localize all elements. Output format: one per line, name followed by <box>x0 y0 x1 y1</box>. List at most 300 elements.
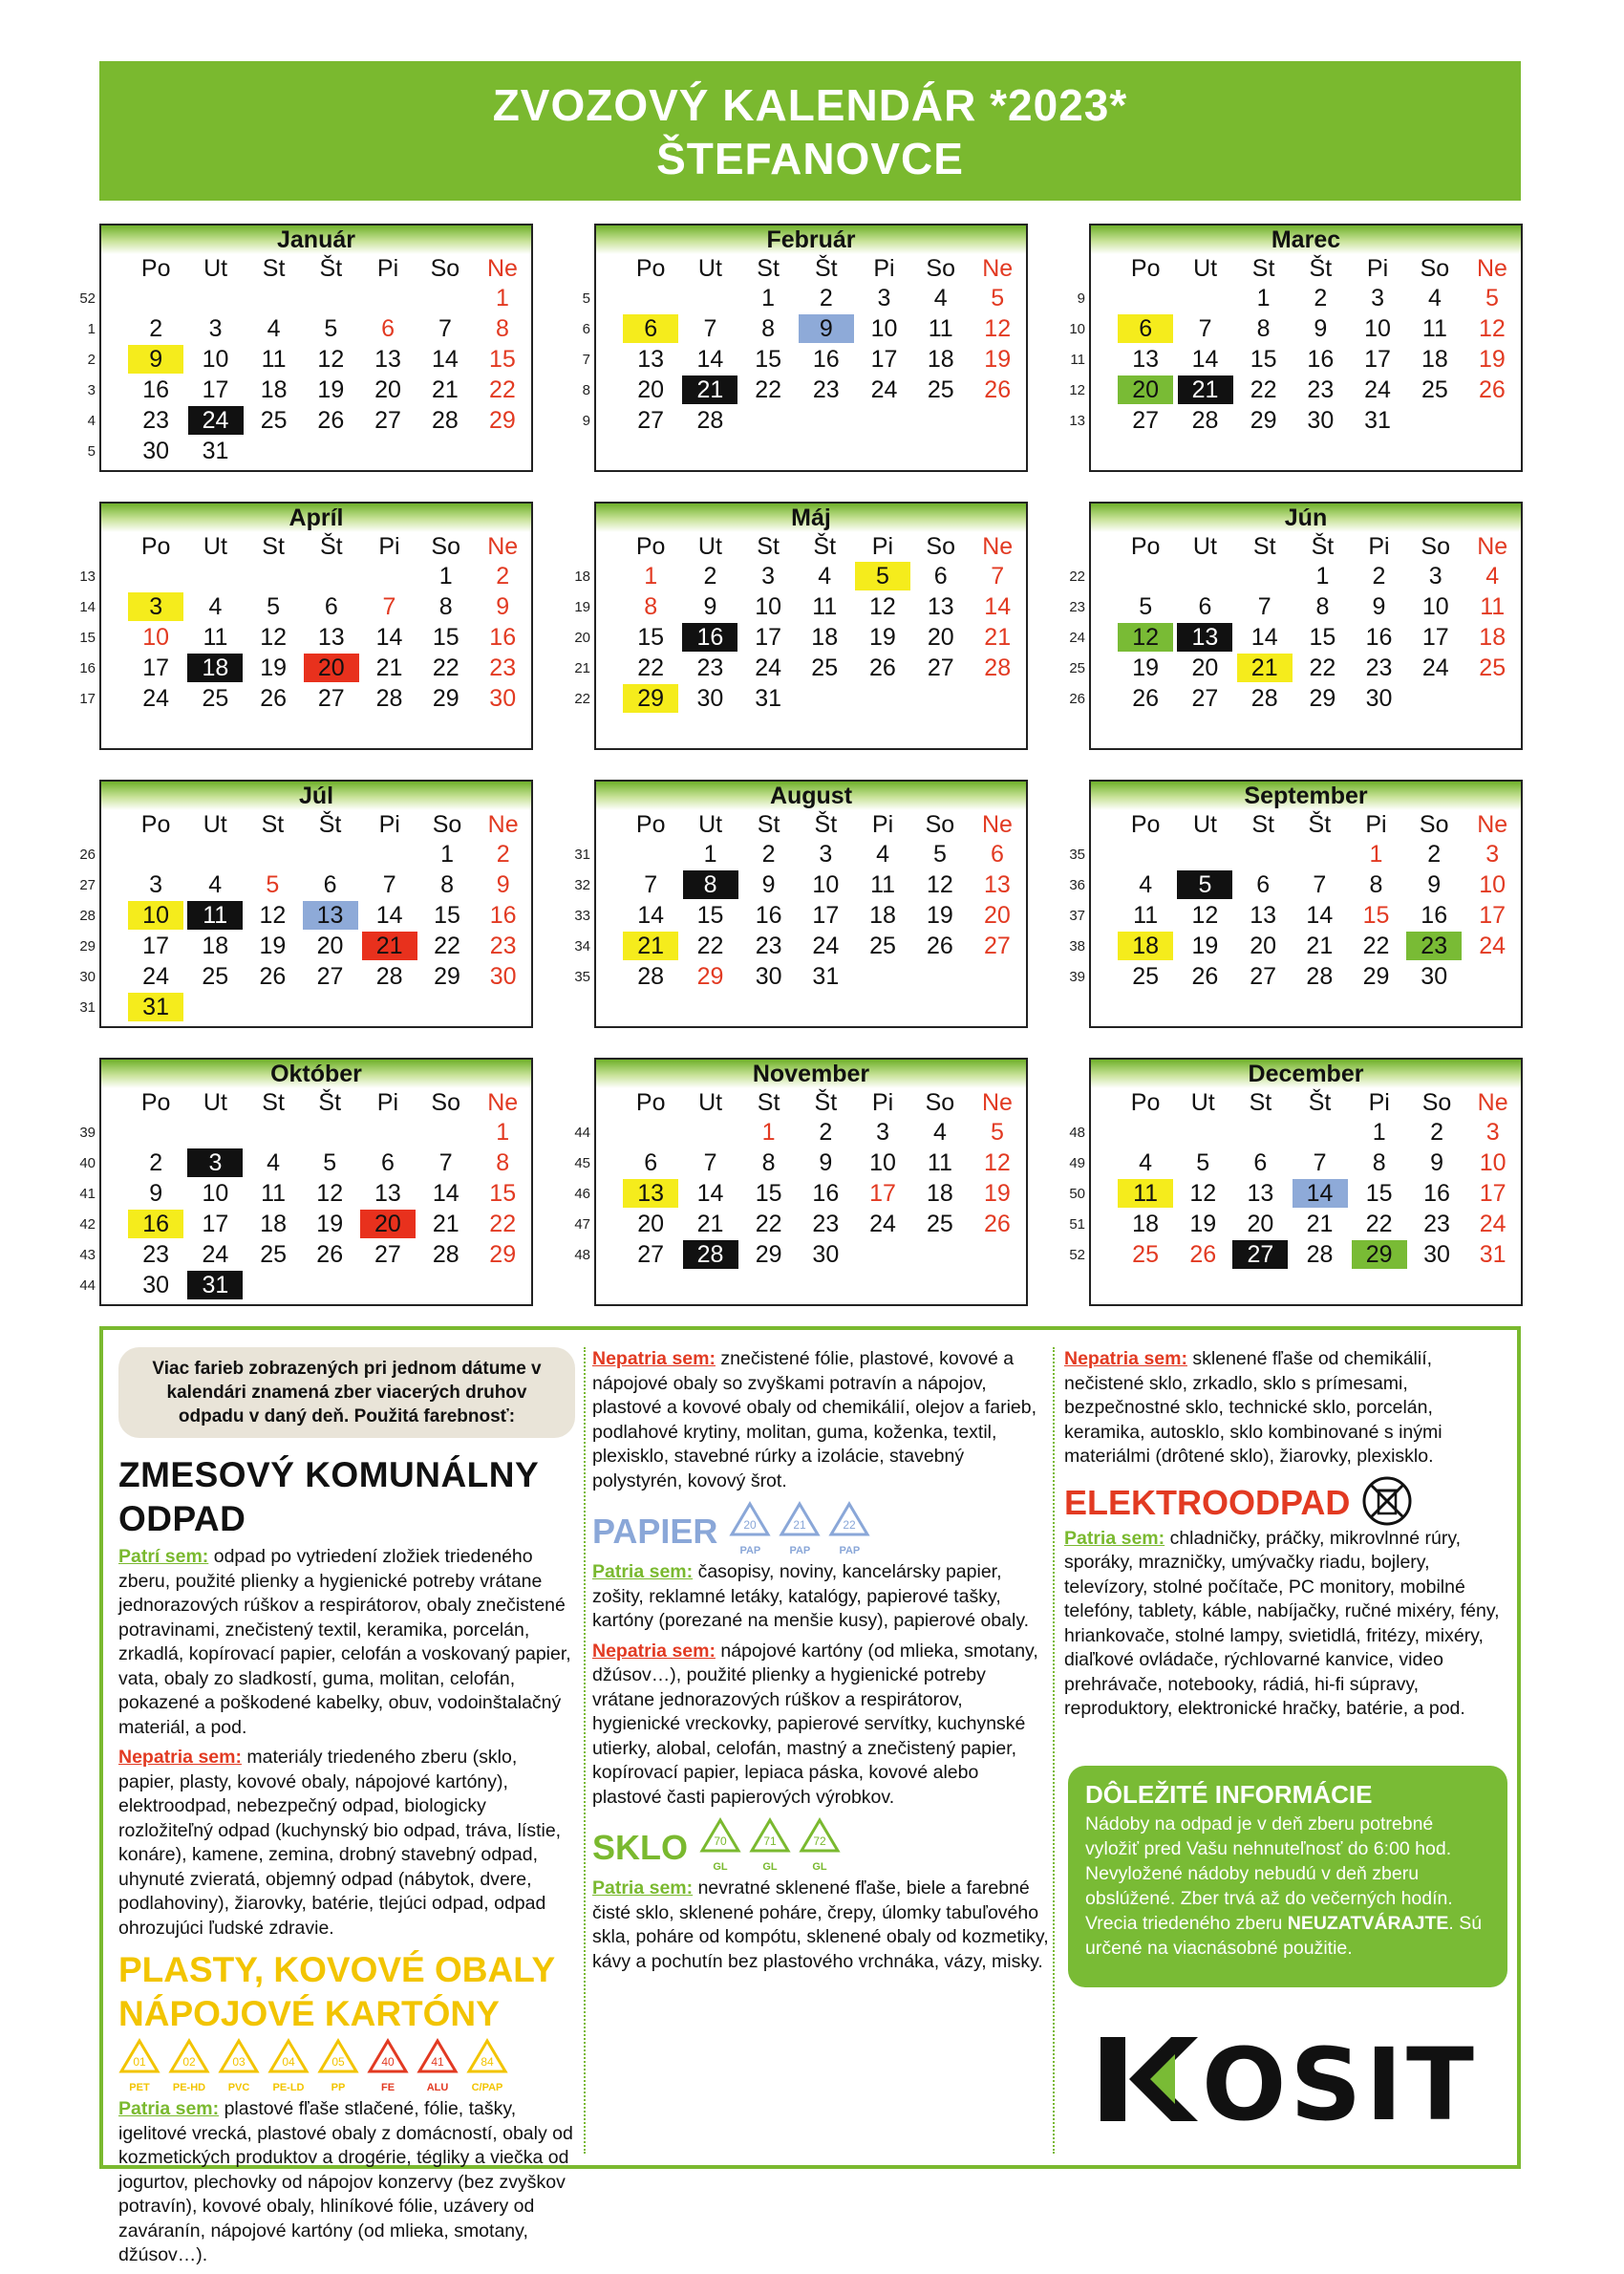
day-cell: 16 <box>1365 624 1393 651</box>
week-number: 22 <box>574 691 590 707</box>
week-number: 47 <box>574 1216 590 1233</box>
week-row <box>1116 591 1521 622</box>
day-cell: 24 <box>870 376 898 403</box>
svg-text:40: 40 <box>381 2055 395 2069</box>
week-number: 13 <box>79 568 96 585</box>
day-cell: 16 <box>489 902 517 929</box>
empty-cell <box>1116 561 1175 591</box>
recycle-code-icon <box>118 2038 160 2093</box>
day-cell: 27 <box>637 1241 665 1268</box>
week-number: 5 <box>87 443 96 460</box>
empty-cell <box>359 436 417 466</box>
day-cell: 24 <box>142 685 170 712</box>
week-row <box>621 591 1026 622</box>
day-cell: 21 <box>680 375 739 405</box>
week-row <box>621 375 1026 405</box>
day-cell: 9 <box>149 1180 163 1207</box>
day-cell: 20 <box>1191 654 1219 681</box>
day-cell: 6 <box>380 1149 395 1176</box>
day-cell: 17 <box>142 933 169 959</box>
day-cell: 6 <box>933 563 948 590</box>
weekday-header: So <box>1421 533 1451 560</box>
day-cell: 20 <box>302 653 361 683</box>
day-cell: 31 <box>126 992 185 1022</box>
week-number: 28 <box>79 908 96 924</box>
day-cell: 8 <box>761 315 776 342</box>
empty-cell <box>1464 405 1521 436</box>
day-cell: 12 <box>868 593 896 620</box>
recycle-code-label: GL <box>762 1861 778 1873</box>
day-cell: 6 <box>621 313 680 344</box>
weekday-header: Ne <box>1476 255 1507 282</box>
recycle-code-label: PAP <box>739 1545 761 1556</box>
day-cell: 5 <box>1196 1149 1210 1176</box>
weekday-header: So <box>1421 1089 1452 1116</box>
weekday-header: So <box>926 533 956 560</box>
day-cell: 4 <box>267 1149 281 1176</box>
day-cell: 12 <box>1116 622 1175 653</box>
svg-text:20: 20 <box>743 1518 758 1532</box>
plastic-title-line2: NÁPOJOVÉ KARTÓNY <box>118 1994 500 2033</box>
day-cell: 14 <box>637 902 665 929</box>
day-cell: 3 <box>185 1148 245 1178</box>
day-cell: 7 <box>703 1149 717 1176</box>
empty-cell <box>302 561 361 591</box>
week-number: 26 <box>79 847 96 863</box>
recycle-triangle-icon <box>466 2038 508 2082</box>
month-10 <box>79 1058 533 1306</box>
day-cell: 25 <box>927 376 954 403</box>
empty-cell <box>1175 561 1234 591</box>
weekday-header: Pi <box>1366 255 1389 282</box>
day-cell: 22 <box>696 933 724 959</box>
day-cell: 17 <box>1479 902 1506 929</box>
day-cell: 20 <box>358 1209 417 1239</box>
day-cell: 13 <box>984 871 1011 898</box>
empty-cell <box>185 283 245 313</box>
week-row <box>1116 961 1521 992</box>
weekday-header: Ne <box>981 1089 1013 1116</box>
empty-cell <box>740 405 797 436</box>
month-title: November <box>596 1060 1026 1088</box>
day-cell: 29 <box>432 685 459 712</box>
day-cell: 18 <box>811 624 839 651</box>
day-cell: 10 <box>1479 871 1506 898</box>
day-cell: 15 <box>432 624 459 651</box>
recycle-code-icon <box>267 2038 310 2093</box>
week-row <box>1116 900 1521 931</box>
weekday-header: Št <box>318 1089 342 1116</box>
month-title: Február <box>596 225 1026 254</box>
empty-cell <box>797 683 853 714</box>
weekday-header: St <box>262 255 286 282</box>
weekday-header: St <box>757 1089 780 1116</box>
day-cell: 20 <box>927 624 954 651</box>
day-cell: 27 <box>1250 963 1277 990</box>
week-row <box>126 313 531 344</box>
day-cell: 2 <box>819 1119 833 1146</box>
week-row <box>1116 1178 1521 1209</box>
recycle-code-label: GL <box>713 1861 728 1873</box>
week-number: 39 <box>79 1125 96 1141</box>
day-cell: 26 <box>317 407 345 434</box>
svg-text:71: 71 <box>763 1834 777 1848</box>
month-table <box>1116 810 1521 992</box>
weekday-header: Pi <box>1368 533 1390 560</box>
column-divider <box>584 1347 586 2154</box>
recycle-triangle-icon <box>267 2038 310 2082</box>
empty-cell <box>1235 561 1294 591</box>
day-cell: 20 <box>1116 375 1175 405</box>
empty-cell <box>358 1117 417 1148</box>
day-cell: 21 <box>1306 1211 1334 1237</box>
week-row <box>126 931 531 961</box>
week-number: 22 <box>1069 568 1085 585</box>
day-cell: 9 <box>819 1149 833 1176</box>
weekday-header: St <box>262 533 285 560</box>
kosit-logo-text: OSIT <box>1202 2027 1478 2133</box>
day-cell: 15 <box>637 624 665 651</box>
recycle-code-icon <box>367 2038 409 2093</box>
weekday-header: Ut <box>698 1089 723 1116</box>
day-cell: 2 <box>1430 1119 1443 1146</box>
weekday-header: Po <box>140 1089 171 1116</box>
day-cell: 13 <box>1175 622 1234 653</box>
day-cell: 18 <box>260 376 288 403</box>
empty-cell <box>621 283 680 313</box>
recycle-triangle-icon <box>168 2038 210 2082</box>
recycle-code-label: PET <box>129 2082 150 2093</box>
month-title: Júl <box>101 782 531 810</box>
weekday-header: Ne <box>982 533 1014 560</box>
week-number: 14 <box>79 599 96 615</box>
empty-cell <box>246 1270 302 1300</box>
month-table <box>621 254 1026 436</box>
day-cell: 24 <box>185 405 245 436</box>
day-cell: 29 <box>489 407 516 434</box>
important-info-box <box>1068 1766 1507 1987</box>
day-cell: 15 <box>696 902 724 929</box>
month-table <box>126 532 531 714</box>
day-cell: 30 <box>489 963 517 990</box>
day-cell: 19 <box>1189 1211 1217 1237</box>
day-cell: 9 <box>703 593 717 620</box>
week-row <box>126 1270 531 1300</box>
day-cell: 3 <box>1371 285 1384 311</box>
empty-cell <box>969 405 1026 436</box>
day-cell: 12 <box>984 315 1012 342</box>
day-cell: 27 <box>374 407 401 434</box>
day-cell: 23 <box>812 376 840 403</box>
day-cell: 20 <box>984 902 1011 929</box>
paper-heading <box>592 1499 1049 1560</box>
week-number: 6 <box>582 321 590 337</box>
weekday-header: Ne <box>487 811 519 838</box>
day-cell: 1 <box>496 1119 510 1146</box>
day-cell: 6 <box>990 841 1004 868</box>
day-cell: 1 <box>761 285 776 311</box>
day-cell: 23 <box>696 654 724 681</box>
day-cell: 27 <box>1230 1239 1290 1270</box>
weekday-header: Po <box>1130 533 1161 560</box>
day-cell: 18 <box>926 1180 953 1207</box>
day-cell: 19 <box>868 624 896 651</box>
recycle-code-label: PAP <box>789 1545 811 1556</box>
day-cell: 14 <box>696 346 724 373</box>
day-cell: 24 <box>812 933 840 959</box>
day-cell: 21 <box>621 931 680 961</box>
day-cell: 27 <box>984 933 1011 959</box>
month-title: December <box>1091 1060 1521 1088</box>
week-number: 27 <box>79 877 96 893</box>
day-cell: 25 <box>1132 1241 1159 1268</box>
day-cell: 23 <box>489 933 517 959</box>
empty-cell <box>1406 405 1464 436</box>
day-cell: 21 <box>375 654 403 681</box>
week-row <box>126 375 531 405</box>
day-cell: 14 <box>432 1180 459 1207</box>
day-cell: 15 <box>489 1180 517 1207</box>
day-cell: 28 <box>637 963 665 990</box>
day-cell: 16 <box>489 624 517 651</box>
recycle-code-icon <box>417 2038 459 2093</box>
weekday-header: Ut <box>1193 255 1218 282</box>
month-title: September <box>1091 782 1521 810</box>
day-cell: 12 <box>926 871 953 898</box>
day-cell: 13 <box>300 900 359 931</box>
week-row <box>126 839 531 869</box>
week-number: 1 <box>87 321 96 337</box>
week-row <box>126 992 531 1022</box>
empty-cell <box>680 283 739 313</box>
day-cell: 29 <box>696 963 724 990</box>
empty-cell <box>853 683 912 714</box>
day-cell: 18 <box>185 653 245 683</box>
weekday-header: Pi <box>1368 1089 1390 1116</box>
day-cell: 15 <box>1250 346 1277 373</box>
day-cell: 5 <box>1139 593 1153 620</box>
empty-cell <box>1292 839 1348 869</box>
week-row <box>621 561 1026 591</box>
day-cell: 30 <box>489 685 517 712</box>
day-cell: 28 <box>431 407 459 434</box>
day-cell: 30 <box>142 438 170 464</box>
day-cell: 14 <box>984 593 1012 620</box>
week-number: 35 <box>1069 847 1085 863</box>
empty-cell <box>126 283 185 313</box>
day-cell: 17 <box>1421 624 1449 651</box>
empty-cell <box>1464 961 1521 992</box>
day-cell: 19 <box>1479 346 1506 373</box>
week-number: 42 <box>79 1216 96 1233</box>
day-cell: 12 <box>316 1180 344 1207</box>
day-cell: 24 <box>1364 376 1391 403</box>
day-cell: 16 <box>755 902 782 929</box>
svg-text:02: 02 <box>182 2055 196 2069</box>
empty-cell <box>361 561 417 591</box>
day-cell: 22 <box>1250 376 1277 403</box>
week-number: 25 <box>1069 660 1085 676</box>
recycle-code-icon <box>699 1817 741 1873</box>
day-cell: 1 <box>644 563 658 590</box>
month-table <box>1116 1088 1521 1270</box>
week-row <box>621 1178 1026 1209</box>
empty-cell <box>246 283 303 313</box>
weekday-header: Št <box>319 533 343 560</box>
day-cell: 6 <box>1198 593 1212 620</box>
weekday-header: St <box>757 255 780 282</box>
day-cell: 17 <box>812 902 840 929</box>
day-cell: 1 <box>1315 563 1330 590</box>
day-cell: 8 <box>1369 871 1383 898</box>
week-number: 20 <box>574 630 590 646</box>
day-cell: 28 <box>984 654 1012 681</box>
month-table <box>1116 532 1521 714</box>
day-cell: 8 <box>1372 1149 1386 1176</box>
weekday-header: Po <box>140 533 171 560</box>
day-cell: 23 <box>142 1241 170 1268</box>
weekday-header: Po <box>1130 811 1161 838</box>
day-cell: 24 <box>755 654 782 681</box>
recycle-code-label: PAP <box>839 1545 861 1556</box>
day-cell: 21 <box>432 1211 459 1237</box>
mixed-no-text: materiály triedeného zberu (sklo, papier, plasty, kovové obaly, nápojové kartóny), elektroodpad, nebezpečný odpad, biologicky rozložiteľný odpad (kuchynský bio odpad, tráva, lístie, konáre), kamene, zemina, drobný stavebný odpad, uhynuté zvieratá, objemný odpad (nábytok, dvere, podlahoviny), žiarovky, batérie, tlejúci odpad, odpad ohrozujúci ľudské zdravie. <box>118 1747 562 1939</box>
week-row <box>1116 683 1521 714</box>
week-number: 10 <box>1069 321 1085 337</box>
day-cell: 4 <box>208 593 223 620</box>
important-text <box>1085 1812 1490 1961</box>
day-cell: 30 <box>1423 1241 1450 1268</box>
day-cell: 25 <box>260 1241 288 1268</box>
day-cell: 19 <box>316 1211 344 1237</box>
weekday-header: Št <box>1309 255 1333 282</box>
recycle-triangle-icon <box>779 1501 821 1545</box>
day-cell: 14 <box>375 902 403 929</box>
weekday-header: Pi <box>873 255 895 282</box>
month-9 <box>1069 780 1523 1028</box>
day-cell: 8 <box>440 871 454 898</box>
day-cell: 24 <box>869 1211 896 1237</box>
week-number: 34 <box>574 938 590 955</box>
day-cell: 15 <box>489 346 516 373</box>
day-cell: 16 <box>812 1180 840 1207</box>
empty-cell <box>912 683 969 714</box>
day-cell: 17 <box>1364 346 1391 373</box>
day-cell: 29 <box>1362 963 1390 990</box>
week-number: 48 <box>574 1247 590 1263</box>
day-cell: 26 <box>926 933 953 959</box>
glass-title: SKLO <box>592 1828 689 1867</box>
day-cell: 18 <box>260 1211 288 1237</box>
month-title: August <box>596 782 1026 810</box>
empty-cell <box>912 405 969 436</box>
glass-no <box>1064 1347 1504 1470</box>
recycle-code-label: ALU <box>426 2082 449 2093</box>
empty-cell <box>302 283 359 313</box>
mixed-waste-title: ZMESOVÝ KOMUNÁLNY ODPAD <box>118 1455 539 1538</box>
day-cell: 1 <box>1372 1119 1386 1146</box>
plastic-title <box>118 1948 575 2036</box>
day-cell: 5 <box>324 315 338 342</box>
weekday-header: St <box>1251 255 1275 282</box>
weekday-header: Pi <box>378 533 400 560</box>
week-number: 12 <box>1069 382 1085 398</box>
day-cell: 1 <box>495 285 509 311</box>
recycle-triangle-icon <box>417 2038 459 2082</box>
recycle-triangle-icon <box>828 1501 870 1545</box>
week-row <box>621 313 1026 344</box>
day-cell: 18 <box>1132 1211 1159 1237</box>
recycle-code-label: PP <box>331 2082 346 2093</box>
day-cell: 3 <box>1485 841 1500 868</box>
glass-no-text: sklenené fľaše od chemikálií, nečistené sklo, zrkadlo, sklo s prímesami, bezpečnostné sklo, technické sklo, porcelán, keramika, autosklo, sklo kombinované s inými materiálmi (drôtené sklo), žiarovky, plexisklo. <box>1064 1348 1442 1467</box>
week-row <box>1116 405 1521 436</box>
recycle-code-icon <box>317 2038 359 2093</box>
day-cell: 23 <box>1423 1211 1450 1237</box>
day-cell: 16 <box>812 346 840 373</box>
empty-cell <box>419 992 476 1022</box>
day-cell: 1 <box>1369 841 1383 868</box>
day-cell: 4 <box>932 1119 947 1146</box>
day-cell: 9 <box>1314 315 1328 342</box>
day-cell: 1 <box>761 1119 776 1146</box>
day-cell: 23 <box>1365 654 1393 681</box>
week-number: 4 <box>87 413 96 429</box>
weekday-header: Pi <box>376 1089 398 1116</box>
week-row <box>621 344 1026 375</box>
empty-cell <box>1116 283 1175 313</box>
day-cell: 15 <box>755 346 782 373</box>
recycle-triangle-icon <box>729 1501 771 1545</box>
week-number: 7 <box>582 352 590 368</box>
kosit-logo <box>1097 2027 1498 2133</box>
paper-no <box>592 1640 1049 1811</box>
day-cell: 2 <box>496 841 510 868</box>
glass-no-label: Nepatria sem: <box>1064 1348 1187 1369</box>
day-cell: 3 <box>208 315 223 342</box>
day-cell: 17 <box>202 376 229 403</box>
week-row <box>621 931 1026 961</box>
day-cell: 22 <box>1309 654 1336 681</box>
empty-cell <box>246 1117 302 1148</box>
month-table <box>126 254 531 466</box>
day-cell: 8 <box>438 593 453 620</box>
day-cell: 14 <box>1191 346 1219 373</box>
week-number: 45 <box>574 1155 590 1171</box>
month-3 <box>1069 224 1523 472</box>
day-cell: 1 <box>703 841 717 868</box>
week-number: 8 <box>582 382 590 398</box>
day-cell: 20 <box>1250 933 1277 959</box>
weekday-header: St <box>757 811 780 838</box>
weekday-header: Pi <box>871 811 894 838</box>
week-number: 9 <box>1077 290 1085 307</box>
week-row <box>126 405 531 436</box>
day-cell: 25 <box>869 933 896 959</box>
day-cell: 10 <box>142 624 170 651</box>
empty-cell <box>358 1270 417 1300</box>
day-cell: 24 <box>1479 933 1506 959</box>
empty-cell <box>300 992 359 1022</box>
day-cell: 1 <box>1256 285 1271 311</box>
day-cell: 26 <box>260 685 288 712</box>
day-cell: 4 <box>208 871 223 898</box>
day-cell: 4 <box>933 285 948 311</box>
day-cell: 12 <box>1479 315 1506 342</box>
week-number: 3 <box>87 382 96 398</box>
day-cell: 21 <box>984 624 1012 651</box>
month-5 <box>574 502 1028 750</box>
